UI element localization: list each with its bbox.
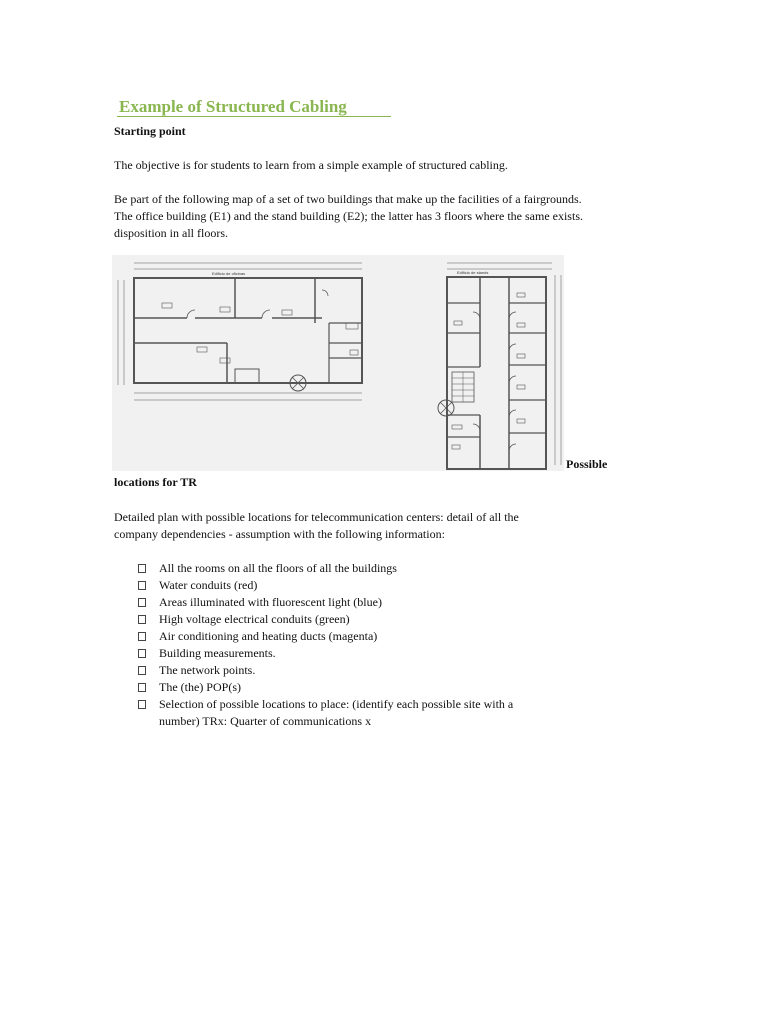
checkbox-bullet-icon	[138, 632, 146, 641]
list-item-continuation: number) TRx: Quarter of communications x	[159, 714, 372, 728]
title-underline	[117, 116, 391, 117]
information-list	[138, 560, 558, 730]
building-e2-label: Edificio de stands	[457, 270, 489, 275]
context-line-2: The office building (E1) and the stand building (E2); the latter has 3 floors where the same exists.	[114, 209, 583, 223]
list-item: The (the) POP(s)	[138, 679, 558, 696]
locations-for-tr-label: locations for TR	[114, 475, 197, 489]
section-heading-starting-point: Starting point	[114, 124, 186, 138]
checkbox-bullet-icon	[138, 700, 146, 709]
list-item: Building measurements.	[138, 645, 558, 662]
detail-line-2: company dependencies - assumption with the following information:	[114, 527, 445, 541]
checkbox-bullet-icon	[138, 564, 146, 573]
building-e1-label: Edificio de oficinas	[212, 271, 246, 276]
possible-label: Possible	[566, 457, 608, 471]
checkbox-bullet-icon	[138, 581, 146, 590]
detail-line-1: Detailed plan with possible locations for telecommunication centers: detail of all the	[114, 510, 519, 524]
list-item: High voltage electrical conduits (green)	[138, 611, 558, 628]
context-line-1: Be part of the following map of a set of two buildings that make up the facilities of a fairgrounds.	[114, 192, 582, 206]
checkbox-bullet-icon	[138, 615, 146, 624]
objective-paragraph: The objective is for students to learn from a simple example of structured cabling.	[114, 158, 508, 172]
list-item: The network points.	[138, 662, 558, 679]
checkbox-bullet-icon	[138, 598, 146, 607]
document-title: Example of Structured Cabling	[119, 97, 347, 116]
list-item: Water conduits (red)	[138, 577, 558, 594]
checkbox-bullet-icon	[138, 666, 146, 675]
list-item: Air conditioning and heating ducts (magenta)	[138, 628, 558, 645]
checkbox-bullet-icon	[138, 683, 146, 692]
list-item: All the rooms on all the floors of all the buildings	[138, 560, 558, 577]
context-line-3: disposition in all floors.	[114, 226, 228, 240]
list-item: Selection of possible locations to place: (identify each possible site with a	[138, 696, 558, 713]
list-item: Areas illuminated with fluorescent light (blue)	[138, 594, 558, 611]
checkbox-bullet-icon	[138, 649, 146, 658]
floor-plan-figure	[112, 255, 564, 471]
figure-background	[112, 255, 564, 471]
